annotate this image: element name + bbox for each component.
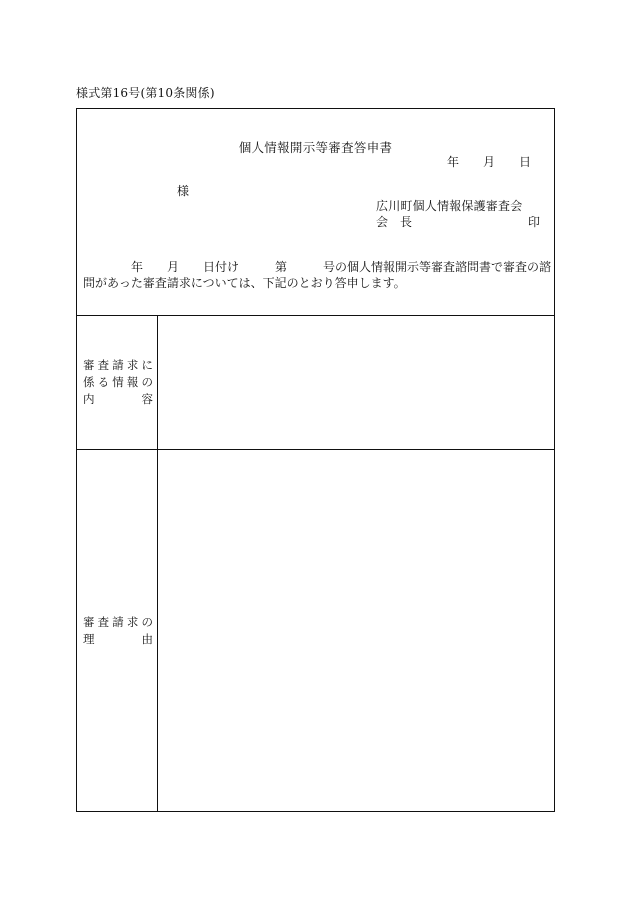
label-char: の xyxy=(141,614,153,629)
label-request-reason xyxy=(77,450,158,811)
addressee-suffix: 様 xyxy=(177,184,190,198)
document-title: 個人情報開示等審査答申書 xyxy=(238,140,393,155)
label-line xyxy=(83,357,153,374)
label-line xyxy=(83,614,153,631)
label-line xyxy=(83,374,153,391)
label-char: 報 xyxy=(126,374,139,389)
header-block xyxy=(77,109,554,316)
date-line: 年 月 日 xyxy=(447,155,532,169)
label-char: 係 xyxy=(83,374,95,389)
form-frame xyxy=(76,108,555,812)
table-row-request-content xyxy=(77,315,554,450)
label-char: 由 xyxy=(141,631,153,646)
request-reason-field[interactable] xyxy=(158,450,554,811)
label-char: 理 xyxy=(83,631,95,646)
label-char: 請 xyxy=(112,614,124,629)
label-char: の xyxy=(141,374,153,389)
body-text: 年 月 日付け 第 号の個人情報開示等審査諮問書で審査の諮問があった審査請求については、下記のとおり答申します。 xyxy=(83,260,552,290)
label-char: に xyxy=(141,357,153,372)
label-line xyxy=(83,391,153,408)
request-content-field[interactable] xyxy=(158,315,554,449)
label-char: 内 xyxy=(83,391,95,406)
label-char: 求 xyxy=(126,357,139,372)
label-char: 情 xyxy=(112,374,124,389)
label-request-content xyxy=(77,315,158,449)
issuer-title: 会 長 xyxy=(376,215,413,229)
label-char: 査 xyxy=(97,357,110,372)
label-char: 審 xyxy=(83,614,95,629)
label-line xyxy=(83,631,153,648)
seal-mark: 印 xyxy=(528,215,541,229)
label-char: 査 xyxy=(97,614,110,629)
table-row-request-reason xyxy=(77,450,554,811)
label-char: 請 xyxy=(112,357,124,372)
form-number: 様式第16号(第10条関係) xyxy=(76,86,215,100)
issuer-organization: 広川町個人情報保護審査会 xyxy=(376,199,523,213)
label-char: 容 xyxy=(141,391,153,406)
label-char: 求 xyxy=(126,614,139,629)
label-char: る xyxy=(97,374,110,389)
label-char: 審 xyxy=(83,357,95,372)
